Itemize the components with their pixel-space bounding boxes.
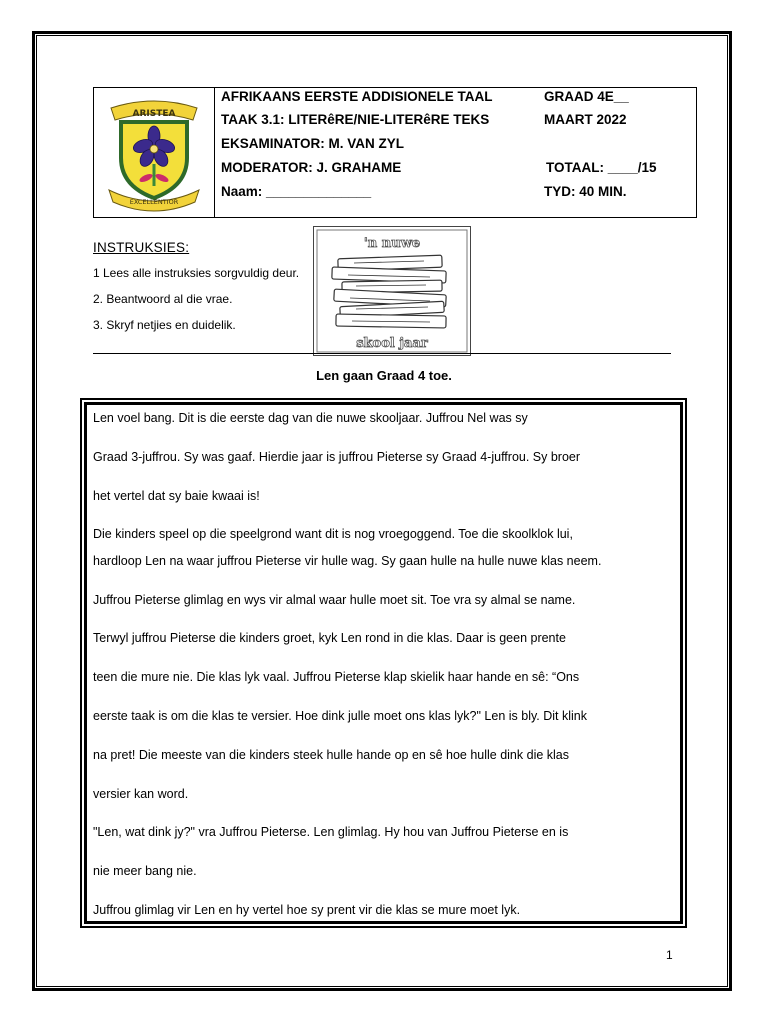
moderator-label: MODERATOR: J. GRAHAME <box>221 160 402 175</box>
time-label: TYD: 40 MIN. <box>544 184 627 199</box>
story-line: na pret! Die meeste van die kinders steek hulle hande op en sê hoe hulle dink die klas <box>93 748 569 762</box>
story-line: Len voel bang. Dit is die eerste dag van die nuwe skooljaar. Juffrou Nel was sy <box>93 411 528 425</box>
story-line: Terwyl juffrou Pieterse die kinders groet, kyk Len rond in die klas. Daar is geen prente <box>93 631 566 645</box>
instruction-item-2: 2. Beantwoord al die vrae. <box>93 292 233 306</box>
instruction-item-3: 3. Skryf netjies en duidelik. <box>93 318 236 332</box>
story-line: hardloop Len na waar juffrou Pieterse vir hulle wag. Sy gaan hulle na hulle nuwe klas neem. <box>93 554 602 568</box>
instruction-item-1: 1 Lees alle instruksies sorgvuldig deur. <box>93 266 300 280</box>
story-line: teen die mure nie. Die klas lyk vaal. Juffrou Pieterse klap skielik haar hande en sê: “Ons <box>93 670 580 684</box>
story-line: eerste taak is om die klas te versier. Hoe dink julle moet ons klas lyk?" Len is bly. Dit klink <box>93 709 587 723</box>
school-crest-icon <box>107 94 201 212</box>
story-box-inner <box>84 402 683 924</box>
illustration-top-text: 'n nuwe <box>363 236 421 251</box>
story-line: Die kinders speel op die speelgrond want dit is nog vroegoggend. Toe die skoolklok lui, <box>93 527 573 541</box>
date-label: MAART 2022 <box>544 112 627 127</box>
name-field: Naam: ______________ <box>221 184 372 199</box>
task-title: TAAK 3.1: LITERêRE/NIE-LITERêRE TEKS <box>221 112 490 127</box>
subject-title: AFRIKAANS EERSTE ADDISIONELE TAAL <box>221 89 493 104</box>
story-title: Len gaan Graad 4 toe. <box>316 368 452 383</box>
section-divider <box>93 353 671 354</box>
grade-label: GRAAD 4E__ <box>544 89 629 104</box>
illustration-bottom-text: skool jaar <box>356 336 428 351</box>
total-label: TOTAAL: ____/15 <box>546 160 657 175</box>
story-line: Juffrou Pieterse glimlag en wys vir almal waar hulle moet sit. Toe vra sy almal se name. <box>93 593 576 607</box>
page-number: 1 <box>666 948 673 962</box>
story-line: versier kan word. <box>93 787 189 801</box>
header-table <box>93 87 697 218</box>
crest-top-banner-text: ARISTEA <box>132 109 176 119</box>
story-line: Graad 3-juffrou. Sy was gaaf. Hierdie jaar is juffrou Pieterse sy Graad 4-juffrou. Sy broer <box>93 450 581 464</box>
story-line: nie meer bang nie. <box>93 864 197 878</box>
book-stack-icon <box>314 227 470 355</box>
new-school-year-illustration <box>313 226 471 356</box>
story-line: Juffrou glimlag vir Len en hy vertel hoe sy prent vir die klas se mure moet lyk. <box>93 903 521 917</box>
instructions-heading: INSTRUKSIES: <box>93 240 190 255</box>
school-logo-cell <box>94 88 215 217</box>
story-line: het vertel dat sy baie kwaai is! <box>93 489 260 503</box>
story-line: "Len, wat dink jy?" vra Juffrou Pieterse. Len glimlag. Hy hou van Juffrou Pieterse en is <box>93 825 569 839</box>
examiner-label: EKSAMINATOR: M. VAN ZYL <box>221 136 404 151</box>
crest-bottom-banner-text: EXCELLENTIOR <box>129 198 179 206</box>
